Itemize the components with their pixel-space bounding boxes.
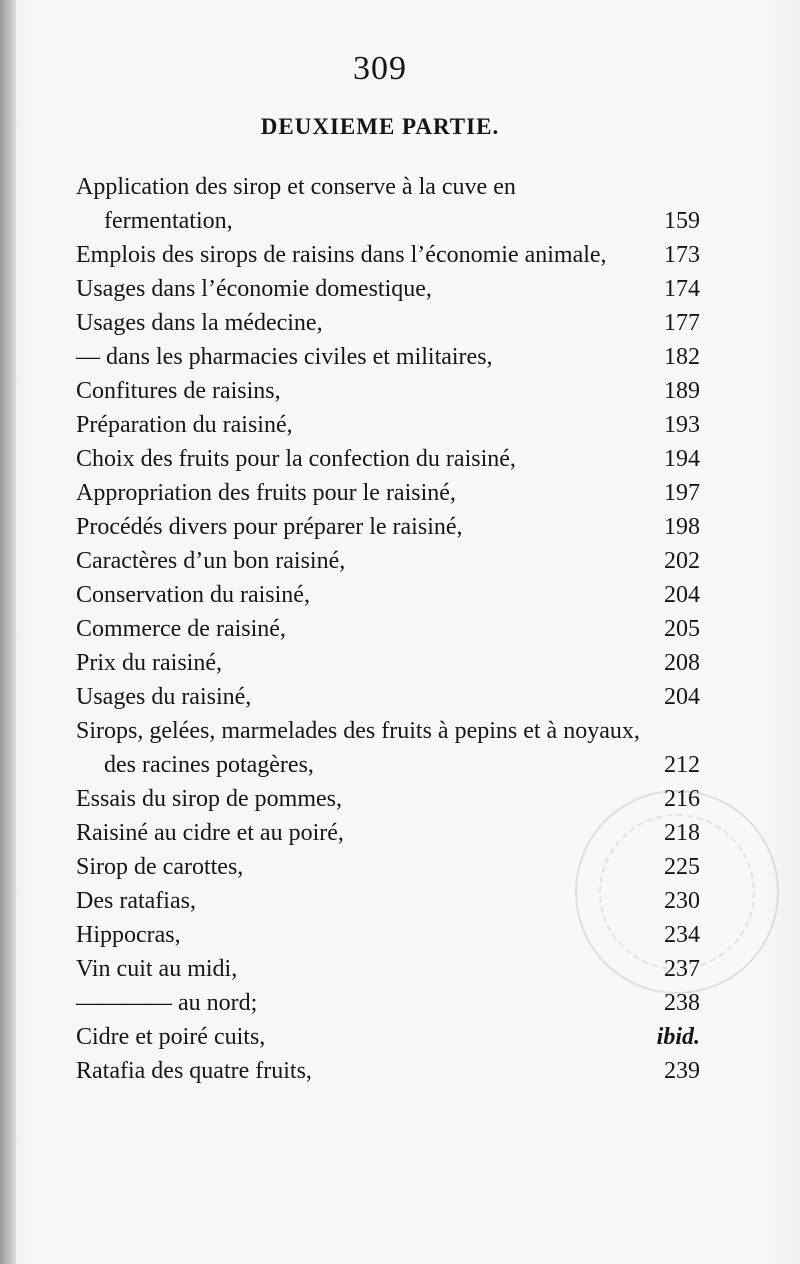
toc-entry-title: Appropriation des fruits pour le raisiné, bbox=[76, 480, 456, 506]
toc-entry bbox=[76, 442, 700, 476]
toc-entry-page: 237 bbox=[664, 956, 700, 982]
toc-entry bbox=[76, 340, 700, 374]
toc-entry-page: ibid. bbox=[656, 1024, 700, 1050]
toc-entry bbox=[76, 782, 700, 816]
toc-entry-page: 218 bbox=[664, 820, 700, 846]
toc-entry bbox=[76, 170, 700, 238]
toc-entry-title: Sirop de carottes, bbox=[76, 854, 244, 880]
toc-entry-page: 197 bbox=[664, 480, 700, 506]
toc-entry bbox=[76, 1054, 700, 1088]
toc-entry-title: Usages du raisiné, bbox=[76, 684, 252, 710]
toc-entry-title: — dans les pharmacies civiles et militaires, bbox=[76, 344, 493, 370]
toc-entry-title: Préparation du raisiné, bbox=[76, 412, 293, 438]
toc-entry bbox=[76, 816, 700, 850]
toc-entry-title: Sirops, gelées, marmelades des fruits à pepins et à noyaux, des racines potagères, bbox=[76, 718, 640, 778]
toc-entry-page: 230 bbox=[664, 888, 700, 914]
toc-entry bbox=[76, 884, 700, 918]
page-number: 309 bbox=[353, 50, 407, 87]
toc-entry bbox=[76, 918, 700, 952]
toc-entry-title: Confitures de raisins, bbox=[76, 378, 281, 404]
toc-entry-title: Application des sirop et conserve à la cuve en fermentation, bbox=[76, 174, 516, 234]
toc-entry-title: Hippocras, bbox=[76, 922, 181, 948]
toc-entry-page: 204 bbox=[664, 684, 700, 710]
toc-entry-page: 202 bbox=[664, 548, 700, 574]
toc-entry-title: Commerce de raisiné, bbox=[76, 616, 286, 642]
toc-entry-page: 194 bbox=[664, 446, 700, 472]
table-of-contents bbox=[76, 170, 700, 1088]
toc-entry-page: 159 bbox=[664, 208, 700, 234]
toc-entry-title: Choix des fruits pour la confection du raisiné, bbox=[76, 446, 516, 472]
toc-entry bbox=[76, 476, 700, 510]
toc-entry-page: 216 bbox=[664, 786, 700, 812]
toc-entry-title: Des ratafias, bbox=[76, 888, 196, 914]
toc-entry bbox=[76, 952, 700, 986]
toc-entry bbox=[76, 1020, 700, 1054]
toc-entry-page: 239 bbox=[664, 1058, 700, 1084]
toc-entry-page: 182 bbox=[664, 344, 700, 370]
page-gutter-shadow bbox=[0, 0, 16, 1264]
toc-entry bbox=[76, 578, 700, 612]
toc-entry-title: Caractères d’un bon raisiné, bbox=[76, 548, 346, 574]
toc-entry bbox=[76, 646, 700, 680]
toc-entry-page: 177 bbox=[664, 310, 700, 336]
toc-entry bbox=[76, 850, 700, 884]
toc-entry-page: 225 bbox=[664, 854, 700, 880]
toc-entry bbox=[76, 986, 700, 1020]
toc-entry-page: 173 bbox=[664, 242, 700, 268]
toc-entry bbox=[76, 714, 700, 782]
toc-entry-title: Emplois des sirops de raisins dans l’économie animale, bbox=[76, 242, 607, 268]
toc-entry bbox=[76, 272, 700, 306]
toc-entry-title: ———— au nord; bbox=[76, 990, 258, 1016]
toc-entry bbox=[76, 510, 700, 544]
toc-entry bbox=[76, 306, 700, 340]
toc-entry-title: Vin cuit au midi, bbox=[76, 956, 238, 982]
toc-entry bbox=[76, 408, 700, 442]
toc-entry-page: 212 bbox=[664, 752, 700, 778]
toc-entry-title: Procédés divers pour préparer le raisiné, bbox=[76, 514, 463, 540]
toc-entry-page: 238 bbox=[664, 990, 700, 1016]
toc-entry-title: Usages dans l’économie domestique, bbox=[76, 276, 432, 302]
toc-entry bbox=[76, 612, 700, 646]
toc-entry-title: Usages dans la médecine, bbox=[76, 310, 323, 336]
toc-entry-page: 204 bbox=[664, 582, 700, 608]
toc-entry-page: 205 bbox=[664, 616, 700, 642]
toc-entry-title: Essais du sirop de pommes, bbox=[76, 786, 342, 812]
toc-entry-page: 208 bbox=[664, 650, 700, 676]
toc-entry-title: Cidre et poiré cuits, bbox=[76, 1024, 266, 1050]
toc-entry-title: Prix du raisiné, bbox=[76, 650, 222, 676]
section-title: DEUXIEME PARTIE. bbox=[260, 114, 500, 139]
toc-entry-title: Conservation du raisiné, bbox=[76, 582, 310, 608]
toc-entry-page: 174 bbox=[664, 276, 700, 302]
toc-entry bbox=[76, 544, 700, 578]
toc-entry-page: 234 bbox=[664, 922, 700, 948]
toc-entry-title: Raisiné au cidre et au poiré, bbox=[76, 820, 344, 846]
toc-entry-page: 193 bbox=[664, 412, 700, 438]
toc-entry-title: Ratafia des quatre fruits, bbox=[76, 1058, 312, 1084]
toc-entry bbox=[76, 238, 700, 272]
toc-entry bbox=[76, 680, 700, 714]
toc-entry bbox=[76, 374, 700, 408]
toc-entry-page: 189 bbox=[664, 378, 700, 404]
toc-entry-page: 198 bbox=[664, 514, 700, 540]
